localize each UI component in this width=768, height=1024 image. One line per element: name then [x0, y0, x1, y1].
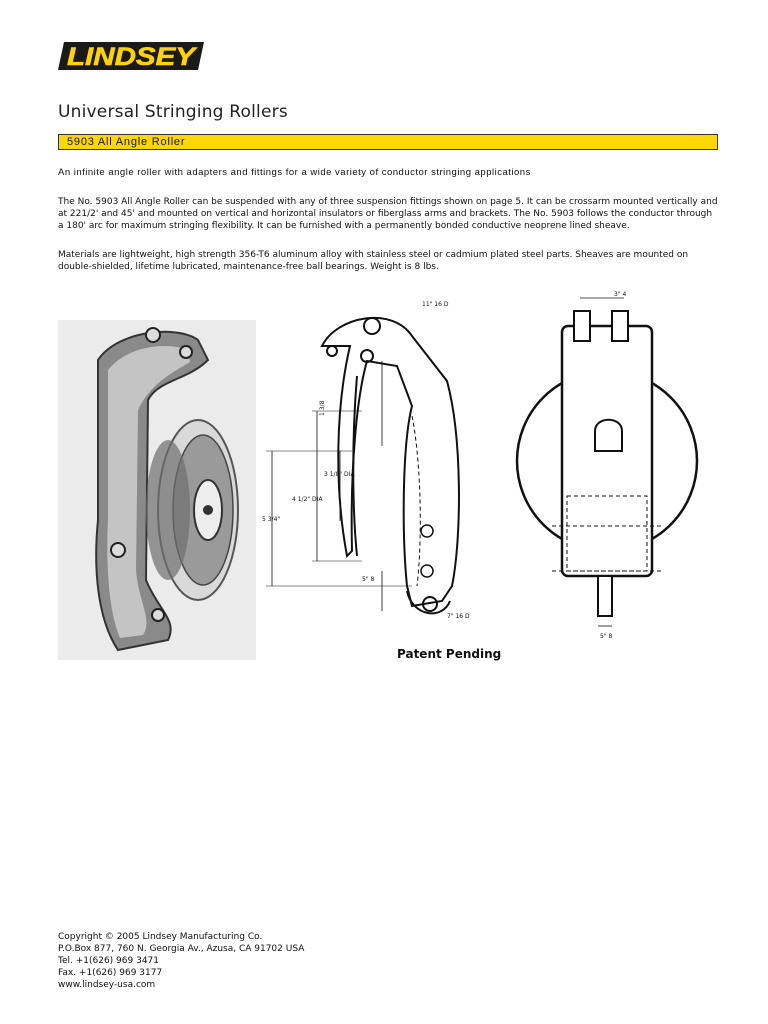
footer-copyright: Copyright © 2005 Lindsey Manufacturing Co.: [58, 932, 263, 942]
page-title: Universal Stringing Rollers: [58, 102, 288, 122]
dim-hole-top: 11" 16 D: [422, 301, 449, 308]
dim-top-width: 3" 4: [614, 291, 627, 298]
footer-address: P.O.Box 877, 760 N. Georgia Av., Azusa, CA 91702 USA: [58, 944, 305, 954]
dim-groove-dia: 3 1/8" DIA: [324, 471, 355, 478]
dim-overall: 5 3/4": [262, 516, 281, 523]
dim-base: 5" 8: [362, 576, 375, 583]
roller-photo: [58, 320, 256, 660]
description-paragraph: The No. 5903 All Angle Roller can be suspended with any of three suspension fittings shown on page 5. It can be crossarm mounted vertically and at 221/2' and 45' and mounted on vertical and horizontal insulators or fiberglass arms and brackets. The No. 5903 follows the conductor through a 180' arc for maximum stringing flexibility. It can be furnished with a permanently bonded conductive neoprene lined sheave.: [58, 197, 718, 231]
lindsey-logo: [58, 40, 206, 72]
footer-fax: Fax. +1(626) 969 3177: [58, 968, 163, 978]
footer-web-link[interactable]: www.lindsey-usa.com: [58, 980, 156, 990]
footer: [58, 931, 304, 991]
dim-sheave-dia: 4 1/2" DIA: [292, 496, 323, 503]
technical-drawing: [262, 286, 712, 666]
dim-hole-bottom: 7" 16 D: [447, 613, 470, 620]
footer-tel: Tel. +1(626) 969 3471: [58, 956, 159, 966]
dim-pin: 5" 8: [600, 633, 613, 640]
dim-depth: 1 3/8: [319, 400, 326, 416]
section-header-bar: 5903 All Angle Roller: [58, 134, 718, 150]
materials-paragraph: Materials are lightweight, high strength 356-T6 aluminum alloy with stainless steel or cadmium plated steel parts. Sheaves are mounted on double-shielded, lifetime lubricated, maintenance-free ball bearings. Weight is 8 lbs.: [58, 250, 689, 272]
logo-text: LINDSEY: [67, 43, 198, 71]
patent-pending-caption: Patent Pending: [397, 647, 502, 661]
intro-text: An infinite angle roller with adapters and fittings for a wide variety of conductor stringing applications: [58, 167, 531, 178]
